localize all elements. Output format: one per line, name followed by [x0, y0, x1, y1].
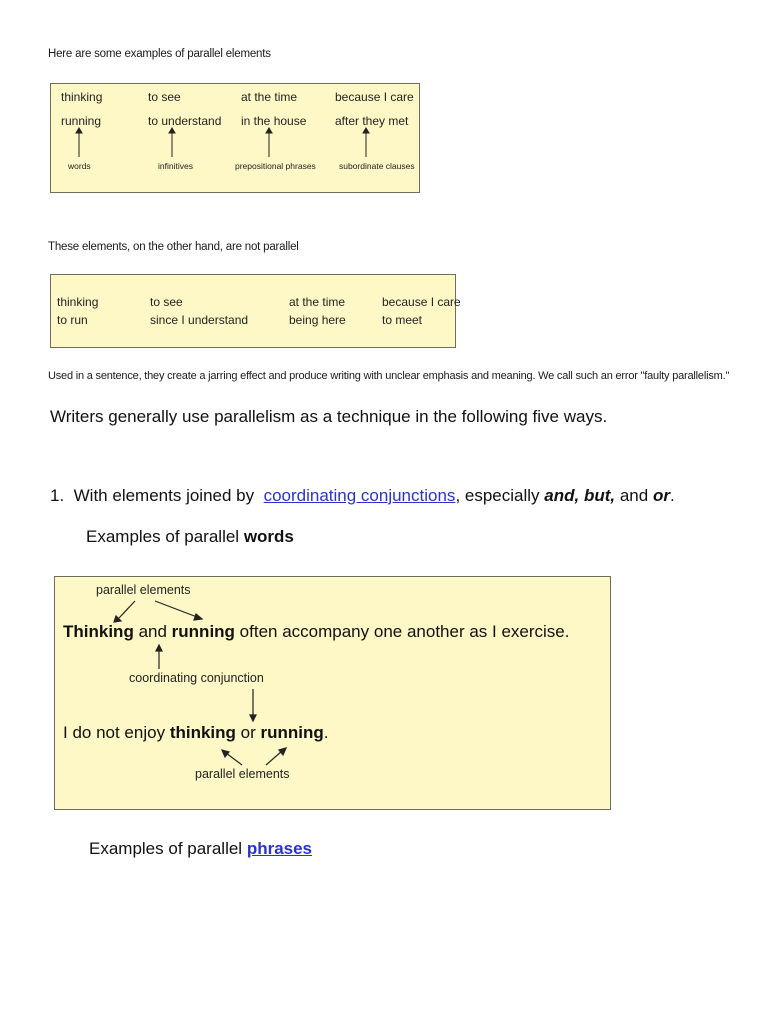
sentence-rest: often accompany one another as I exercise. — [239, 622, 570, 641]
list-number: 1. — [50, 486, 65, 505]
parallel-elements-label-top: parallel elements — [96, 583, 191, 597]
category-label-infinitives: infinitives — [158, 161, 193, 171]
sentence-period: . — [323, 723, 329, 742]
table-cell: since I understand — [150, 313, 249, 327]
parallel-elements-label-bottom: parallel elements — [195, 767, 290, 781]
list-item-middle: , especially — [455, 486, 540, 505]
usage-text: Used in a sentence, they create a jarring effect and produce writing with unclear emphasis and meaning. We call such an error "faulty parallelism." — [48, 370, 730, 382]
table-cell: at the time — [241, 90, 298, 104]
coordinating-conjunction-label: coordinating conjunction — [129, 671, 264, 685]
examples-prefix: Examples of parallel — [89, 839, 243, 858]
section-heading: Writers generally use parallelism as a technique in the following five ways. — [50, 407, 608, 426]
parallel-words-diagram — [54, 576, 611, 810]
phrases-link[interactable]: phrases — [246, 839, 313, 858]
sentence-word: running — [171, 622, 235, 641]
table-cell: to understand — [148, 114, 222, 128]
table-cell: because I care — [335, 90, 414, 104]
emphasis-and-but: and, but, — [544, 486, 616, 505]
table-cell: after they met — [335, 114, 409, 128]
table-cell: being here — [289, 313, 346, 327]
examples-phrases-heading — [89, 839, 312, 859]
category-label-words: words — [68, 161, 91, 171]
table-cell: to run — [57, 313, 88, 327]
sentence-word: thinking — [169, 723, 236, 742]
category-label-subordinate: subordinate clauses — [339, 161, 415, 171]
parallel-elements-table — [50, 83, 420, 193]
not-parallel-table — [50, 274, 461, 348]
list-item-prefix: With elements joined by — [73, 486, 255, 505]
not-parallel-text: These elements, on the other hand, are not parallel — [48, 241, 299, 253]
examples-prefix: Examples of parallel — [86, 527, 240, 546]
diagram-arrows — [55, 577, 612, 811]
sentence-conjunction: or — [240, 723, 256, 742]
examples-bold-words: words — [243, 527, 294, 546]
table-cell: because I care — [382, 295, 461, 309]
table-cell: to see — [148, 90, 181, 104]
sentence-word: running — [260, 723, 324, 742]
table-cell: to see — [150, 295, 183, 309]
table-cell: in the house — [241, 114, 307, 128]
table-cell: at the time — [289, 295, 346, 309]
table-cell: to meet — [382, 313, 423, 327]
list-item-and: and — [619, 486, 649, 505]
sentence-prefix: I do not enjoy — [63, 723, 166, 742]
examples-words-heading — [86, 527, 294, 547]
category-label-prepositional: prepositional phrases — [235, 161, 316, 171]
emphasis-or: or — [652, 486, 670, 505]
list-item-1 — [50, 486, 675, 506]
intro-text: Here are some examples of parallel elements — [48, 48, 271, 60]
sentence-word: Thinking — [63, 622, 134, 641]
table-cell: thinking — [57, 295, 99, 309]
list-item-period: . — [669, 486, 675, 505]
table-cell: thinking — [61, 90, 103, 104]
sentence-conjunction: and — [138, 622, 167, 641]
coordinating-conjunctions-link[interactable]: coordinating conjunctions — [263, 486, 456, 505]
table-arrows — [51, 84, 421, 194]
table-cell: running — [61, 114, 102, 128]
